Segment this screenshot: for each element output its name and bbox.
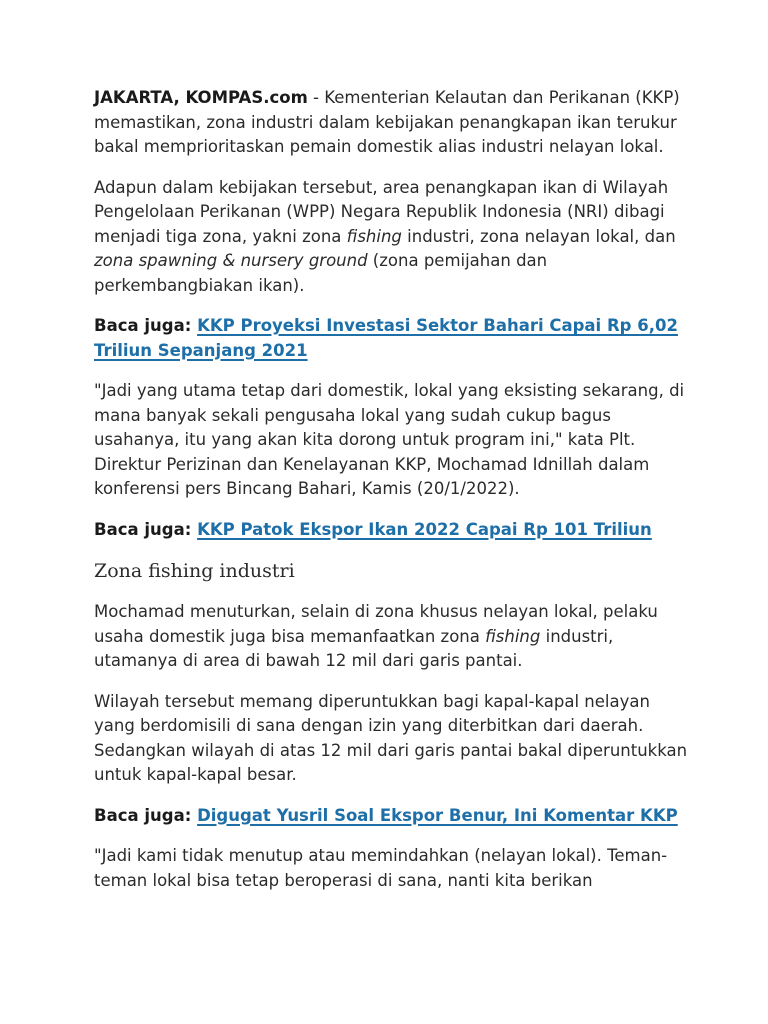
- dateline: JAKARTA, KOMPAS.com: [94, 88, 308, 107]
- read-also-link-investasi[interactable]: KKP Proyeksi Investasi Sektor Bahari Capai Rp 6,02 Triliun Sepanjang 2021: [94, 316, 678, 360]
- read-also-label: Baca juga:: [94, 519, 192, 539]
- read-also-1: [94, 314, 694, 363]
- paragraph-zones-text-3: (zona pemijahan dan perkembangbiakan ikan).: [94, 251, 548, 295]
- read-also-2: [94, 518, 694, 543]
- read-also-3: [94, 804, 694, 829]
- paragraph-intro-text: - Kementerian Kelautan dan Perikanan (KKP) memastikan, zona industri dalam kebijakan penangkapan ikan terukur bakal memprioritaskan pemain domestik alias industri nelayan lokal.: [94, 88, 680, 156]
- paragraph-quote: "Jadi yang utama tetap dari domestik, lokal yang eksisting sekarang, di mana banyak sekali pengusaha lokal yang sudah cukup bagus usahanya, itu yang akan kita dorong untuk program ini," kata Plt. Direktur Perizinan dan Kenelayanan KKP, Mochamad Idnillah dalam konferensi pers Bincang Bahari, Kamis (20/1/2022).: [94, 381, 685, 498]
- paragraph-zones-text-1: Adapun dalam kebijakan tersebut, area penangkapan ikan di Wilayah Pengelolaan Perikanan (WPP) Negara Republik Indonesia (NRI) dibagi menjadi tiga zona, yakni zona: [94, 177, 669, 246]
- paragraph-closing-quote: "Jadi kami tidak menutup atau memindahkan (nelayan lokal). Teman-teman lokal bisa tetap beroperasi di sana, nanti kita berikan: [94, 846, 668, 890]
- paragraph-fishing-zone-text-2: industri, utamanya di area di bawah 12 mil dari garis pantai.: [94, 626, 614, 670]
- paragraph-zones-italic-1: fishing: [346, 226, 402, 246]
- section-heading: Zona fishing industri: [94, 560, 295, 582]
- read-also-link-yusril[interactable]: Digugat Yusril Soal Ekspor Benur, Ini Komentar KKP: [197, 805, 678, 825]
- paragraph-zones: [94, 176, 694, 299]
- paragraph-fishing-zone: [94, 600, 694, 674]
- read-also-link-ekspor[interactable]: KKP Patok Ekspor Ikan 2022 Capai Rp 101 Triliun: [197, 519, 652, 539]
- paragraph-intro: [94, 86, 694, 160]
- paragraph-fishing-zone-text-1: Mochamad menuturkan, selain di zona khusus nelayan lokal, pelaku usaha domestik juga bisa memanfaatkan zona: [94, 602, 658, 646]
- paragraph-zones-italic-2: zona spawning & nursery ground: [94, 251, 368, 270]
- read-also-label: Baca juga:: [94, 316, 192, 335]
- read-also-label: Baca juga:: [94, 805, 192, 825]
- paragraph-zones-text-2: industri, zona nelayan lokal, dan: [401, 226, 676, 246]
- article-body: [94, 86, 694, 909]
- paragraph-fishing-zone-italic: fishing: [485, 626, 541, 646]
- paragraph-region: Wilayah tersebut memang diperuntukkan bagi kapal-kapal nelayan yang berdomisili di sana dengan izin yang diterbitkan dari daerah. Sedangkan wilayah di atas 12 mil dari garis pantai bakal diperuntukkan untuk kapal-kapal besar.: [94, 691, 688, 784]
